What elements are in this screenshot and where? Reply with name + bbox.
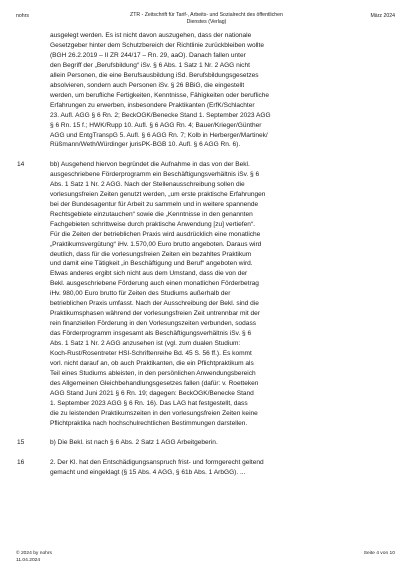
paragraph-line: das Förderprogramm insgesamt als Beschäftigungsverhältnis iSv. § 6 bbox=[50, 330, 252, 338]
paragraph-gap bbox=[50, 150, 394, 160]
paragraph-line: Für die Zeiten der betrieblichen Praxis wird ausdrücklich eine monatliche bbox=[50, 230, 261, 238]
paragraph-line: vorlesungsfreien Zeiten genutzt werden, „um erste praktische Erfahrungen bbox=[50, 190, 266, 198]
paragraph-line: gemacht und eingeklagt (§ 15 Abs. 4 AGG, § 61b Abs. 1 ArbGG). ... bbox=[50, 468, 246, 476]
paragraph-line: 23. Aufl. AGG § 6 Rn. 2; BeckOGK/Benecke Stand 1. September 2023 AGG bbox=[50, 111, 271, 119]
paragraph-line: die zu leistenden Praktikumszeiten in den vorlesungsfreien Zeiten keine bbox=[50, 409, 258, 417]
paragraph-number: 15 bbox=[17, 439, 25, 447]
paragraph-line: des Allgemeinen Gleichbehandlungsgesetzes fallen (dafür: v. Roetteken bbox=[50, 379, 259, 387]
paragraph-line: deutlich, dass für die vorlesungsfreien Zeiten ein bezahltes Praktikum bbox=[50, 250, 252, 258]
paragraph-line: Teil eines Studiums ableisten, in den persönlichen Anwendungsbereich bbox=[50, 369, 256, 377]
paragraph-line: Praktikumsphasen während der vorlesungsfreien Zeit untrennbar mit der bbox=[50, 310, 260, 318]
paragraph-line: (BGH 26.2.2019 – II ZR 244/17 – Rn. 29, aaO). Danach fallen unter bbox=[50, 51, 246, 59]
header-title bbox=[0, 12, 413, 26]
paragraph-line: Bekl. ausgeschriebene Förderung auch einen monatlichen Förderbetrag bbox=[50, 280, 259, 288]
paragraph-line: Abs. 1 Satz 1 Nr. 2 AGG. Nach der Stellenausschreibung sollen die bbox=[50, 180, 245, 188]
paragraph-text bbox=[50, 458, 394, 478]
paragraph-line: Gesetzgeber hinter dem Schutzbereich der Richtlinie zurückbleiben wollte bbox=[50, 41, 264, 49]
document-body bbox=[17, 31, 394, 478]
paragraph-line: vorl. nicht darauf an, ob auch Praktikanten, die ein Pflichtpraktikum als bbox=[50, 360, 254, 367]
paragraph-text bbox=[50, 438, 394, 448]
paragraph bbox=[50, 31, 394, 150]
paragraph-line: „Praktikumsvergütung“ iHv. 1.570,00 Euro brutto angeboten. Daraus wird bbox=[50, 240, 262, 248]
paragraph-line: und damit eine Tätigkeit „in Beschäftigung und Beruf“ angeboten wird. bbox=[50, 260, 253, 268]
paragraph-gap bbox=[50, 429, 394, 439]
paragraph-line: werden, um berufliche Fertigkeiten, Kenntnisse, Fähigkeiten oder berufliche bbox=[50, 91, 270, 99]
paragraph-number: 16 bbox=[17, 458, 25, 466]
paragraph bbox=[17, 458, 394, 478]
paragraph-line: § 6 Rn. 15 f.; HWK/Rupp 10. Aufl. § 6 AGG Rn. 4; Bauer/Krieger/Günther bbox=[50, 121, 262, 129]
paragraph-line: absolvieren, sondern auch Personen iSv. § 26 BBiG, die eingestellt bbox=[50, 81, 245, 89]
paragraph-number: 14 bbox=[17, 160, 25, 168]
header-title-line: Dienstes (Verlag) bbox=[186, 19, 227, 25]
paragraph-line: AGG Stand Juni 2021 § 6 Rn. 19; dagegen: BeckOGK/Benecke Stand bbox=[50, 389, 254, 397]
paragraph-line: allein Personen, die eine Berufsausbildung iSd. Berufsbildungsgesetzes bbox=[50, 71, 259, 79]
paragraph-gap bbox=[50, 448, 394, 458]
paragraph-line: 1. September 2023 AGG § 6 Rn. 16). Das LAG hat festgestellt, dass bbox=[50, 399, 248, 407]
paragraph-line: den Begriff der „Berufsbildung“ iSv. § 6 Abs. 1 Satz 1 Nr. 2 AGG nicht bbox=[50, 61, 250, 69]
paragraph-line: AGG und EntgTranspG 5. Aufl. § 6 AGG Rn. 7; Kolb in Herberger/Martinek/ bbox=[50, 131, 268, 139]
paragraph-line: ausgelegt werden. Es ist nicht davon auszugehen, dass der nationale bbox=[50, 32, 252, 39]
paragraph-line: Rechtsgebiete einzutauchen“ sowie die „Kenntnisse in den genannten bbox=[50, 210, 253, 218]
paragraph-line: Pflichtpraktika nach hochschulrechtlichen Bestimmungen darstellen. bbox=[50, 419, 248, 427]
paragraph bbox=[17, 438, 394, 448]
paragraph-line: Etwas anderes ergibt sich nicht aus dem Umstand, dass die von der bbox=[50, 270, 248, 278]
header-left: nohrs bbox=[16, 13, 29, 19]
footer-left bbox=[16, 551, 52, 564]
paragraph-line: iHv. 980,00 Euro brutto für Zeiten des Studiums außerhalb der bbox=[50, 290, 231, 298]
footer-copyright: © 2024 by nohrs bbox=[16, 551, 52, 556]
paragraph-line: Rüßmann/Weth/Würdinger jurisPK-BGB 10. Aufl. § 6 AGG Rn. 6). bbox=[50, 141, 241, 149]
paragraph bbox=[17, 160, 394, 429]
paragraph-line: betrieblichen Praxis umfasst. Nach der Ausschreibung der Bekl. sind die bbox=[50, 300, 259, 308]
paragraph-line: ausgeschriebene Förderprogramm ein Beschäftigungsverhältnis iSv. § 6 bbox=[50, 170, 260, 178]
paragraph-line: bb) Ausgehend hiervon begründet die Aufnahme in das von der Bekl. bbox=[50, 160, 250, 168]
paragraph-text bbox=[50, 31, 394, 150]
paragraph-line: 2. Der Kl. hat den Entschädigungsanspruch frist- und formgerecht geltend bbox=[50, 458, 264, 466]
paragraph-text bbox=[50, 160, 394, 429]
paragraph-line: b) Die Bekl. ist nach § 6 Abs. 2 Satz 1 AGG Arbeitgeberin. bbox=[50, 439, 218, 447]
paragraph-line: Abs. 1 Satz 1 Nr. 2 AGG anzusehen ist (vgl. zum dualen Studium: bbox=[50, 340, 241, 348]
header-date: März 2024 bbox=[370, 13, 395, 19]
paragraph-line: rein finanziellen Förderung in den Vorlesungszeiten verbunden, sodass bbox=[50, 320, 256, 328]
paragraph-line: Fachgebieten schrittweise durch praktische Anwendung [zu] vertiefen“. bbox=[50, 220, 255, 228]
paragraph-line: bei der Bundesagentur für Arbeit zu sammeln und in weitere spannende bbox=[50, 200, 259, 208]
paragraph-line: Koch-Rust/Rosentreter HSI-Schriftenreihe Bd. 45 S. 56 ff.). Es kommt bbox=[50, 350, 252, 358]
paragraph-line: Erfahrungen zu erwerben, insbesondere Praktikanten (ErfK/Schlachter bbox=[50, 101, 255, 109]
footer-page-number: Seite 4 von 10 bbox=[363, 551, 395, 556]
footer-date: 11.04.2024 bbox=[16, 557, 41, 563]
header-title-line: ZTR - Zeitschrift für Tarif-, Arbeits- und Sozialrecht des öffentlichen bbox=[130, 12, 283, 18]
